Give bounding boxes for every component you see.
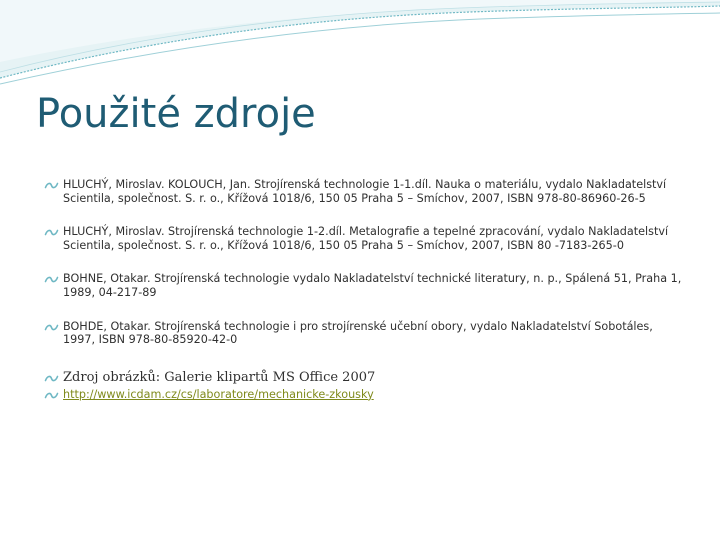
references-list bbox=[44, 178, 684, 401]
reference-text: HLUCHÝ, Miroslav. KOLOUCH, Jan. Strojírenská technologie 1-1.díl. Nauka o materiálu, vydalo Nakladatelství Scientila, společnost. S. r. o., Křížová 1018/6, 150 05 Praha 5 – Smíchov, 2007, ISBN 978-80-86960-26-5 bbox=[63, 178, 667, 205]
list-item bbox=[44, 225, 684, 252]
image-source-text: Zdroj obrázků: Galerie klipartů MS Office 2007 bbox=[63, 369, 376, 385]
list-item bbox=[44, 178, 684, 205]
slide-title: Použité zdroje bbox=[36, 91, 316, 137]
bullet-icon bbox=[44, 181, 59, 190]
bullet-icon bbox=[44, 228, 59, 237]
bullet-icon bbox=[44, 391, 59, 400]
reference-text: BOHDE, Otakar. Strojírenská technologie i pro strojírenské učební obory, vydalo Nakladatelství Sobotáles, 1997, ISBN 978-80-85920-42-0 bbox=[63, 319, 653, 347]
bullet-icon bbox=[44, 275, 59, 284]
list-item bbox=[44, 272, 684, 299]
image-source-item bbox=[44, 370, 684, 386]
reference-text: BOHNE, Otakar. Strojírenská technologie vydalo Nakladatelství technické literatury, n. p., Spálená 51, Praha 1, 1989, 04-217-89 bbox=[63, 272, 682, 299]
reference-text: HLUCHÝ, Miroslav. Strojírenská technologie 1-2.díl. Metalografie a tepelné zpracování, vydalo Nakladatelství Scientila, společnost. S. r. o., Křížová 1018/6, 150 05 Praha 5 – Smíchov, 2007, ISBN 80 -7183-265-0 bbox=[63, 225, 669, 252]
link-item bbox=[44, 388, 684, 402]
bullet-icon bbox=[44, 323, 59, 332]
header-wave-decoration bbox=[0, 0, 720, 90]
source-link[interactable]: http://www.icdam.cz/cs/laboratore/mechanicke-zkousky bbox=[63, 387, 374, 401]
bullet-icon bbox=[44, 374, 59, 383]
list-item bbox=[44, 320, 684, 347]
